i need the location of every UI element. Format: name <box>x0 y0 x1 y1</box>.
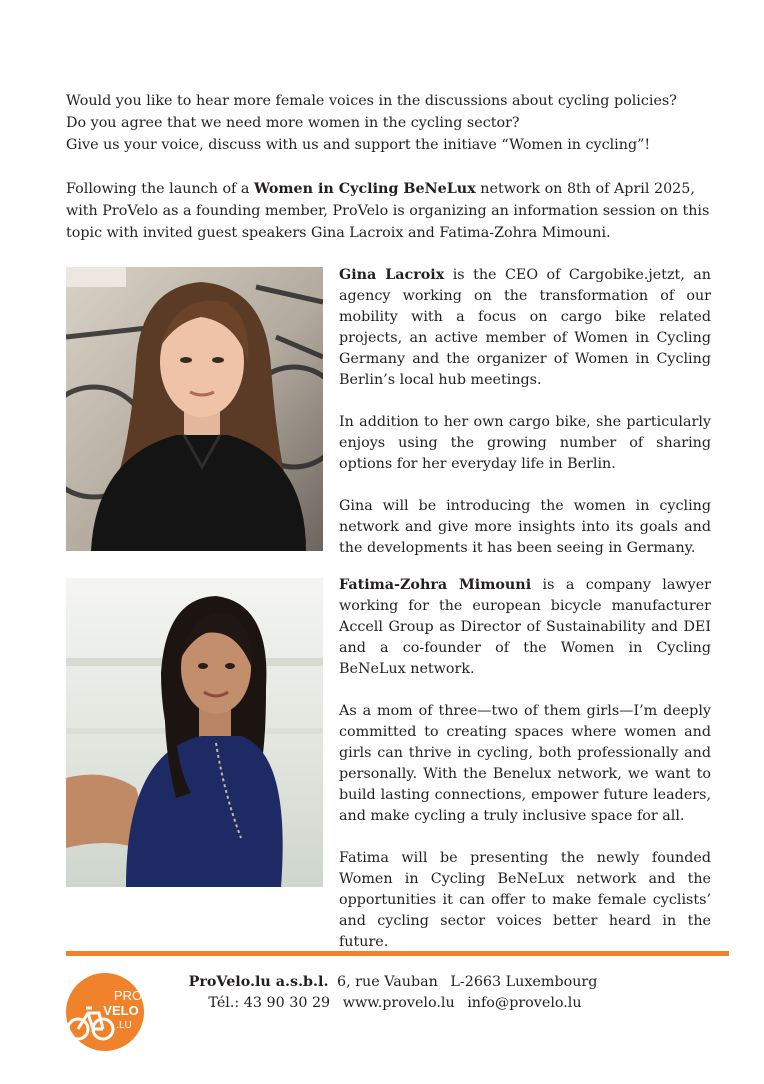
footer-phone: Tél.: 43 90 30 29 <box>208 995 331 1011</box>
intro-question-1: Would you like to hear more female voices in the discussions about cycling policies? <box>66 93 677 109</box>
network-name: Women in Cycling BeNeLux <box>253 181 476 197</box>
intro-paragraph <box>66 178 726 244</box>
fatima-bio-paragraph-3: Fatima will be presenting the newly founded Women in Cycling BeNeLux network and the opportunities it can offer to make female cyclists’ and cycling sector voices better heard in the future. <box>339 850 711 950</box>
gina-lacroix-photo <box>66 267 323 551</box>
intro-para-prefix: Following the launch of a <box>66 181 254 197</box>
logo-pro-text: PRO <box>113 988 143 1003</box>
gina-lacroix-bio <box>339 265 711 580</box>
logo-lu-text: .LU <box>116 1020 132 1031</box>
fatima-bio-text-1: is a company lawyer working for the european bicycle manufacturer Accell Group as Director of Sustainability and DEI and a co-founder of the Women in Cycling BeNeLux network. <box>339 577 712 677</box>
footer-divider <box>66 951 729 956</box>
intro-question-3: Give us your voice, discuss with us and support the initiave “Women in cycling”! <box>66 137 651 153</box>
footer-street: 6, rue Vauban <box>336 974 438 990</box>
fatima-bio-paragraph-2: As a mom of three—two of them girls—I’m deeply committed to creating spaces where women and girls can thrive in cycling, both professionally and personally. With the Benelux network, we want to build lasting connections, empower future leaders, and make cycling a truly inclusive space for all. <box>339 703 711 824</box>
footer-org-name: ProVelo.lu a.s.b.l. <box>188 974 329 990</box>
footer-contact <box>170 972 620 1014</box>
intro-section <box>66 90 726 244</box>
intro-question-2: Do you agree that we need more women in the cycling sector? <box>66 115 520 131</box>
fatima-zohra-mimouni-photo <box>66 578 323 887</box>
gina-bio-paragraph-2: In addition to her own cargo bike, she particularly enjoys using the growing number of sharing options for her everyday life in Berlin. <box>339 414 711 472</box>
intro-para-suffix: network on 8th of April 2025, with ProVelo as a founding member, ProVelo is organizing an information session on this topic with invited guest speakers Gina Lacroix and Fatima-Zohra Mimouni. <box>66 181 710 241</box>
footer-city: L-2663 Luxembourg <box>450 974 598 990</box>
fatima-name: Fatima-Zohra Mimouni <box>339 577 532 593</box>
gina-name: Gina Lacroix <box>339 267 445 283</box>
gina-bio-text-1: is the CEO of Cargobike.jetzt, an agency working on the transformation of our mobility with a focus on cargo bike related projects, an active member of Women in Cycling Germany and the organizer of Women in Cycling Berlin’s local hub meetings. <box>339 267 711 388</box>
footer-email-link[interactable]: info@provelo.lu <box>467 995 582 1011</box>
fatima-zohra-mimouni-bio <box>339 575 711 974</box>
footer-website-link[interactable]: www.provelo.lu <box>342 995 455 1011</box>
provelo-logo <box>66 973 144 1051</box>
fatima-bio-paragraph-1 <box>339 575 711 680</box>
footer-address-line <box>170 972 620 993</box>
gina-bio-paragraph-3: Gina will be introducing the women in cycling network and give more insights into its goals and the developments it has been seeing in Germany. <box>339 498 711 556</box>
gina-bio-paragraph-1 <box>339 265 711 391</box>
footer-contact-line <box>170 993 620 1014</box>
logo-velo-text: VELO <box>103 1003 139 1018</box>
